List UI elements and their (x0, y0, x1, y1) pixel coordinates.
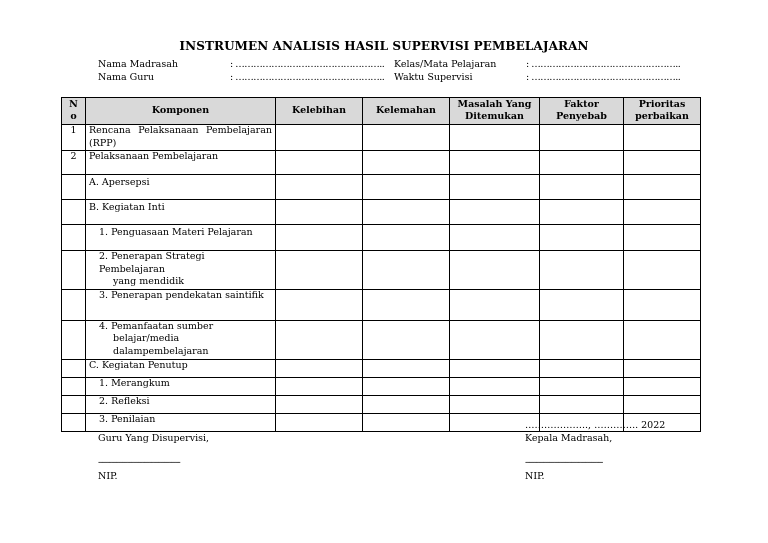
kelebihan-cell[interactable] (276, 125, 363, 151)
row-number (62, 359, 86, 377)
kelemahan-cell[interactable] (363, 200, 450, 225)
row-number (62, 413, 86, 431)
guru-signature-line[interactable]: ------------------------------------- (98, 457, 180, 468)
kelebihan-cell[interactable] (276, 225, 363, 251)
table-row (62, 200, 701, 225)
masalah-cell[interactable] (450, 289, 540, 320)
prioritas-cell[interactable] (624, 395, 701, 413)
guru-nip-label: NIP. (98, 471, 118, 482)
masalah-cell[interactable] (450, 359, 540, 377)
faktor-cell[interactable] (540, 125, 624, 151)
komponen-cell: 2. Penerapan Strategi Pembelajaran yang mendidik (86, 251, 276, 290)
prioritas-cell[interactable] (624, 377, 701, 395)
header-faktor: Faktor Penyebab (540, 98, 624, 125)
masalah-cell[interactable] (450, 125, 540, 151)
kelebihan-cell[interactable] (276, 251, 363, 290)
table-row (62, 289, 701, 320)
row-number (62, 395, 86, 413)
masalah-cell[interactable] (450, 395, 540, 413)
faktor-cell[interactable] (540, 175, 624, 200)
kelebihan-cell[interactable] (276, 289, 363, 320)
prioritas-cell[interactable] (624, 359, 701, 377)
kelebihan-cell[interactable] (276, 395, 363, 413)
table-row (62, 377, 701, 395)
komponen-cell: 4. Pemanfaatan sumber belajar/media dalampembelajaran (86, 320, 276, 359)
masalah-cell[interactable] (450, 151, 540, 175)
kepala-signature-line[interactable]: ----------------------------------- (525, 457, 603, 468)
document-title: INSTRUMEN ANALISIS HASIL SUPERVISI PEMBELAJARAN (179, 39, 589, 53)
nama-guru-label: Nama Guru (98, 72, 155, 83)
faktor-cell[interactable] (540, 200, 624, 225)
prioritas-cell[interactable] (624, 175, 701, 200)
komponen-cell: 1. Penguasaan Materi Pelajaran (86, 225, 276, 251)
faktor-cell[interactable] (540, 151, 624, 175)
header-kelebihan: Kelebihan (276, 98, 363, 125)
row-number (62, 225, 86, 251)
table-row (62, 251, 701, 290)
kelebihan-cell[interactable] (276, 320, 363, 359)
header-prioritas: Prioritas perbaikan (624, 98, 701, 125)
masalah-cell[interactable] (450, 377, 540, 395)
kelas-mapel-field[interactable]: : ………………………………………….. (526, 59, 681, 70)
faktor-cell[interactable] (540, 289, 624, 320)
masalah-cell[interactable] (450, 225, 540, 251)
kelebihan-cell[interactable] (276, 151, 363, 175)
waktu-supervisi-label: Waktu Supervisi (394, 72, 473, 83)
table-row (62, 225, 701, 251)
analysis-table (61, 97, 701, 432)
kelebihan-cell[interactable] (276, 377, 363, 395)
kelemahan-cell[interactable] (363, 395, 450, 413)
table-row (62, 151, 701, 175)
row-number (62, 377, 86, 395)
table-row (62, 359, 701, 377)
kelemahan-cell[interactable] (363, 175, 450, 200)
nama-madrasah-field[interactable]: : ………………………………………….. (230, 59, 385, 70)
table-row (62, 395, 701, 413)
masalah-cell[interactable] (450, 251, 540, 290)
faktor-cell[interactable] (540, 395, 624, 413)
faktor-cell[interactable] (540, 225, 624, 251)
kelemahan-cell[interactable] (363, 251, 450, 290)
row-number (62, 251, 86, 290)
komponen-cell: 3. Penilaian (86, 413, 276, 431)
komponen-cell: Pelaksanaan Pembelajaran (86, 151, 276, 175)
komponen-cell: A. Apersepsi (86, 175, 276, 200)
kelemahan-cell[interactable] (363, 377, 450, 395)
row-number (62, 289, 86, 320)
nama-madrasah-label: Nama Madrasah (98, 59, 179, 70)
header-komponen: Komponen (86, 98, 276, 125)
faktor-cell[interactable] (540, 359, 624, 377)
komponen-cell: B. Kegiatan Inti (86, 200, 276, 225)
kelemahan-cell[interactable] (363, 320, 450, 359)
header-no: N o (62, 98, 86, 125)
table-header-row (62, 98, 701, 125)
prioritas-cell[interactable] (624, 125, 701, 151)
waktu-supervisi-field[interactable]: : ………………………………………….. (526, 72, 681, 83)
kelemahan-cell[interactable] (363, 289, 450, 320)
row-number (62, 320, 86, 359)
kelemahan-cell[interactable] (363, 359, 450, 377)
row-number (62, 200, 86, 225)
kelebihan-cell[interactable] (276, 175, 363, 200)
prioritas-cell[interactable] (624, 225, 701, 251)
kelemahan-cell[interactable] (363, 413, 450, 431)
kelemahan-cell[interactable] (363, 125, 450, 151)
kelemahan-cell[interactable] (363, 151, 450, 175)
kelebihan-cell[interactable] (276, 359, 363, 377)
guru-signature-label: Guru Yang Disupervisi, (98, 433, 210, 444)
faktor-cell[interactable] (540, 377, 624, 395)
kepala-signature-label: Kepala Madrasah, (525, 433, 613, 444)
kepala-nip-label: NIP. (525, 471, 545, 482)
row-number: 2 (62, 151, 86, 175)
date-line[interactable]: ……………….., ………….. 2022 (525, 420, 666, 431)
masalah-cell[interactable] (450, 175, 540, 200)
komponen-cell: 2. Refleksi (86, 395, 276, 413)
row-number: 1 (62, 125, 86, 151)
kelas-mapel-label: Kelas/Mata Pelajaran (394, 59, 497, 70)
komponen-cell: 1. Merangkum (86, 377, 276, 395)
kelemahan-cell[interactable] (363, 225, 450, 251)
kelebihan-cell[interactable] (276, 200, 363, 225)
table-row (62, 125, 701, 151)
table-row (62, 320, 701, 359)
nama-guru-field[interactable]: : ………………………………………….. (230, 72, 385, 83)
komponen-cell: 3. Penerapan pendekatan saintifik (86, 289, 276, 320)
faktor-cell[interactable] (540, 320, 624, 359)
prioritas-cell[interactable] (624, 251, 701, 290)
table-row (62, 175, 701, 200)
komponen-cell: C. Kegiatan Penutup (86, 359, 276, 377)
prioritas-cell[interactable] (624, 151, 701, 175)
header-kelemahan: Kelemahan (363, 98, 450, 125)
prioritas-cell[interactable] (624, 320, 701, 359)
prioritas-cell[interactable] (624, 289, 701, 320)
kelebihan-cell[interactable] (276, 413, 363, 431)
masalah-cell[interactable] (450, 320, 540, 359)
row-number (62, 175, 86, 200)
masalah-cell[interactable] (450, 200, 540, 225)
prioritas-cell[interactable] (624, 200, 701, 225)
komponen-cell: Rencana Pelaksanaan Pembelajaran (RPP) (86, 125, 276, 151)
header-masalah: Masalah Yang Ditemukan (450, 98, 540, 125)
faktor-cell[interactable] (540, 251, 624, 290)
